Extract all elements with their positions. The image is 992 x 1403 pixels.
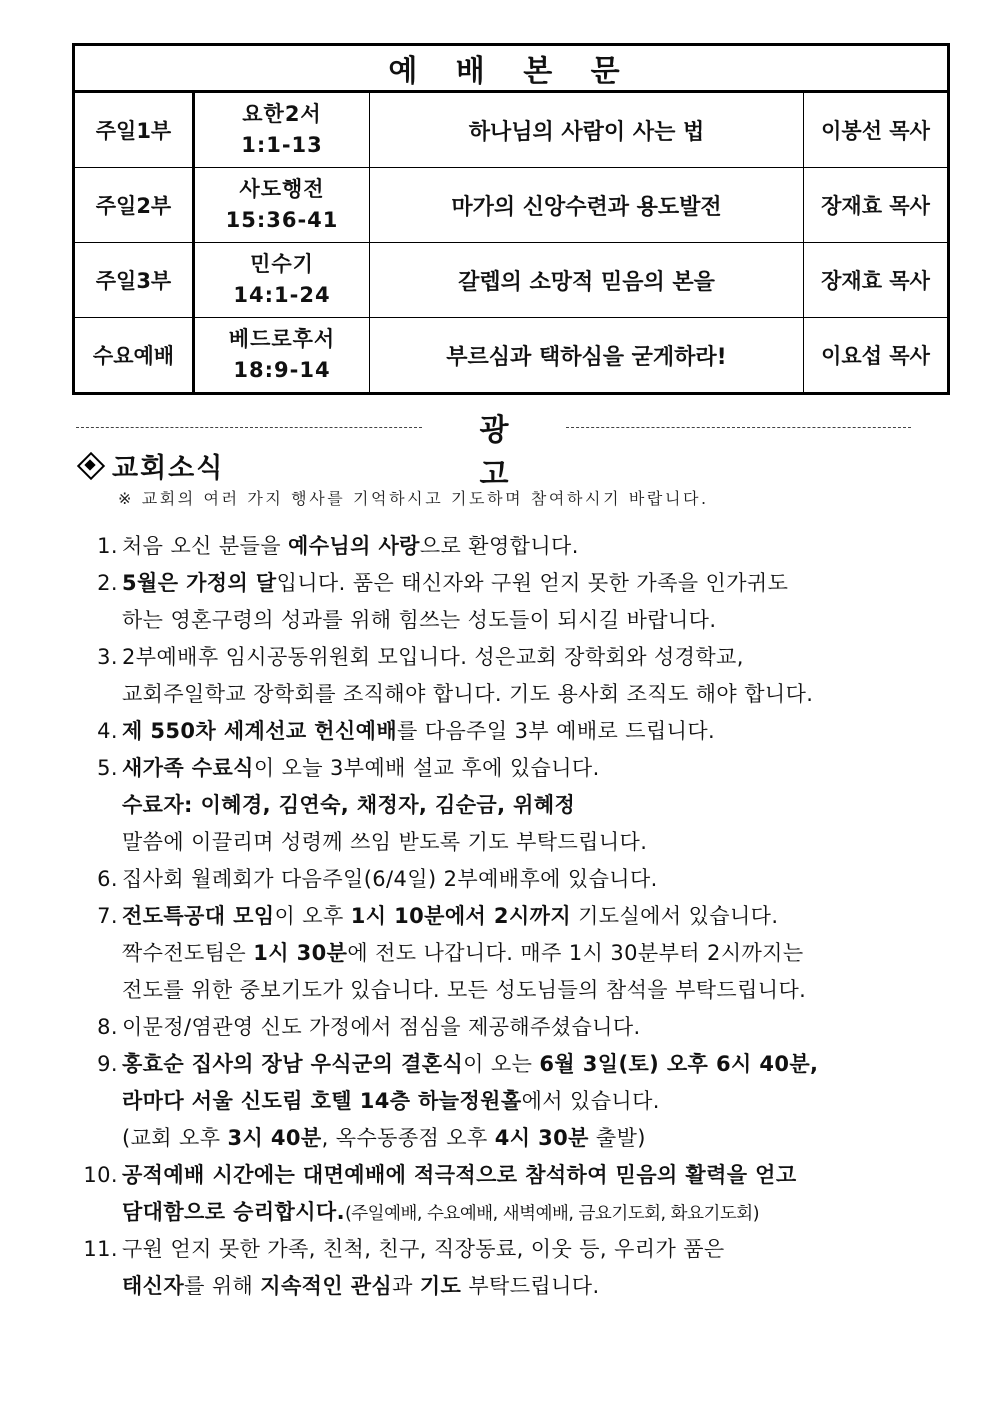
item-number: 4. [97, 719, 118, 743]
emphasized-text: 4시 30분 [494, 1126, 589, 1150]
item-line [122, 602, 860, 639]
item-line [122, 713, 860, 750]
passage-book: 요한2서 [242, 102, 322, 126]
passage-book: 베드로후서 [228, 327, 336, 351]
sermon-title: 하나님의 사람이 사는 법 [370, 92, 804, 168]
item-text: 이 오늘 3부예배 설교 후에 있습니다. [253, 756, 600, 780]
item-text: 에서 있습니다. [521, 1089, 660, 1113]
item-number: 6. [97, 867, 118, 891]
item-number: 1. [97, 534, 118, 558]
preacher: 이요섭 목사 [804, 318, 949, 394]
sermon-title: 갈렙의 소망적 믿음의 본을 [370, 243, 804, 318]
service-passage [194, 318, 370, 394]
item-text: (교회 오후 [122, 1126, 228, 1150]
item-line [122, 824, 860, 861]
service-row [74, 243, 949, 318]
passage-ref: 18:9-14 [233, 358, 331, 382]
item-line [122, 750, 860, 787]
item-text: 이문정/염관영 신도 가정에서 점심을 제공해주셨습니다. [122, 1015, 641, 1039]
item-line [122, 1083, 860, 1120]
emphasized-text: 홍효순 집사의 장남 우식군의 결혼식 [122, 1052, 464, 1076]
item-line [122, 1046, 860, 1083]
item-text: 2부예배후 임시공동위원회 모입니다. 성은교회 장학회와 성경학교, [122, 645, 744, 669]
sermon-title: 마가의 신앙수련과 용도발전 [370, 168, 804, 243]
emphasized-text: 공적예배 시간에는 대면예배에 적극적으로 참석하여 믿음의 활력을 얻고 [122, 1163, 797, 1187]
item-line [122, 676, 860, 713]
emphasized-text: 제 550차 세계선교 헌신예배 [122, 719, 398, 743]
sermon-title: 부르심과 택하심을 굳게하라! [370, 318, 804, 394]
item-text: 이 오는 [463, 1052, 540, 1076]
item-text: , 옥수동종점 오후 [321, 1126, 495, 1150]
service-name: 주일1부 [74, 92, 194, 168]
emphasized-text: 새가족 수료식 [122, 756, 254, 780]
emphasized-text: 예수님의 사랑 [288, 534, 420, 558]
dashed-rule-right [566, 427, 911, 428]
service-row [74, 318, 949, 394]
announcement-item [70, 898, 860, 1009]
service-passage [194, 92, 370, 168]
item-text: 과 [392, 1274, 420, 1298]
emphasized-text: 태신자 [122, 1274, 185, 1298]
item-line [122, 861, 860, 898]
item-text: 교회주일학교 장학회를 조직해야 합니다. 기도 용사회 조직도 해야 합니다. [122, 682, 814, 706]
announcement-item [70, 861, 860, 898]
emphasized-text: 3시 40분 [227, 1126, 322, 1150]
item-line [122, 1268, 860, 1305]
emphasized-text: 1시 30분 [253, 941, 348, 965]
item-text: (주일예배, 수요예배, 새벽예배, 금요기도회, 화요기도회) [344, 1204, 760, 1224]
announcement-item [70, 750, 860, 861]
item-number: 7. [97, 904, 118, 928]
service-name: 주일3부 [74, 243, 194, 318]
item-number: 9. [97, 1052, 118, 1076]
item-text: 전도를 위한 중보기도가 있습니다. 모든 성도님들의 참석을 부탁드립니다. [122, 978, 807, 1002]
announcement-item [70, 565, 860, 639]
emphasized-text: 5월은 가정의 달 [122, 571, 277, 595]
item-line [122, 1157, 860, 1194]
service-row [74, 168, 949, 243]
passage-book: 민수기 [250, 252, 314, 276]
item-text: 으로 환영합니다. [419, 534, 579, 558]
item-text: 에 전도 나갑니다. 매주 1시 30분부터 2시까지는 [347, 941, 804, 965]
church-news-heading [78, 448, 224, 482]
item-number: 11. [83, 1237, 118, 1261]
service-passage [194, 168, 370, 243]
church-news-note: ※ 교회의 여러 가지 행사를 기억하시고 기도하며 참여하시기 바랍니다. [118, 489, 709, 508]
item-text: 부탁드립니다. [461, 1274, 600, 1298]
service-row [74, 92, 949, 168]
item-text: 하는 영혼구령의 성과를 위해 힘쓰는 성도들이 되시길 바랍니다. [122, 608, 717, 632]
worship-scripture-table [72, 43, 950, 395]
item-line [122, 935, 860, 972]
announcement-item [70, 713, 860, 750]
emphasized-text: 담대함으로 승리합시다. [122, 1200, 345, 1224]
service-name: 주일2부 [74, 168, 194, 243]
item-number: 3. [97, 645, 118, 669]
item-number: 5. [97, 756, 118, 780]
item-text: 기도실에서 있습니다. [571, 904, 779, 928]
service-name: 수요예배 [74, 318, 194, 394]
announcement-item [70, 1157, 860, 1231]
item-number: 8. [97, 1015, 118, 1039]
announcements-title: 광 고 [479, 413, 535, 492]
item-text: 구원 얻지 못한 가족, 친척, 친구, 직장동료, 이웃 등, 우리가 품은 [122, 1237, 725, 1261]
service-passage [194, 243, 370, 318]
preacher: 이봉선 목사 [804, 92, 949, 168]
item-line [122, 1120, 860, 1157]
emphasized-text: 기도 [419, 1274, 462, 1298]
church-news-title: 교회소식 [112, 452, 225, 484]
item-text: 말씀에 이끌리며 성령께 쓰임 받도록 기도 부탁드립니다. [122, 830, 648, 854]
passage-ref: 14:1-24 [233, 283, 331, 307]
announcement-item [70, 1046, 860, 1157]
item-line [122, 972, 860, 1009]
emphasized-text: 라마다 서울 신도림 호텔 14층 하늘정원홀 [122, 1089, 522, 1113]
passage-ref: 15:36-41 [225, 208, 339, 232]
emphasized-text: 전도특공대 모임 [122, 904, 275, 928]
item-line [122, 787, 860, 824]
item-line [122, 1009, 860, 1046]
item-line [122, 1231, 860, 1268]
preacher: 장재효 목사 [804, 243, 949, 318]
emphasized-text: 6월 3일(토) 오후 6시 40분, [539, 1052, 819, 1076]
item-number: 2. [97, 571, 118, 595]
item-line [122, 639, 860, 676]
announcement-list [70, 528, 860, 1305]
emphasized-text: 지속적인 관심 [260, 1274, 393, 1298]
announcement-item [70, 1231, 860, 1305]
emphasized-text: 수료자: 이혜경, 김연숙, 채정자, 김순금, 위혜정 [122, 793, 576, 817]
dashed-rule-left [76, 427, 422, 428]
item-line [122, 898, 860, 935]
item-line [122, 528, 860, 565]
item-text: 집사회 월례회가 다음주일(6/4일) 2부예배후에 있습니다. [122, 867, 658, 891]
announcement-item [70, 528, 860, 565]
item-text: 짝수전도팀은 [122, 941, 254, 965]
passage-book: 사도행전 [239, 177, 325, 201]
item-text: 입니다. 품은 태신자와 구원 얻지 못한 가족을 인가귀도 [276, 571, 789, 595]
passage-ref: 1:1-13 [241, 133, 323, 157]
announcement-item [70, 639, 860, 713]
item-line [122, 565, 860, 602]
worship-table-title: 예 배 본 문 [74, 45, 949, 92]
item-number: 10. [83, 1163, 118, 1187]
item-text: 출발) [588, 1126, 646, 1150]
announcement-item [70, 1009, 860, 1046]
emphasized-text: 1시 10분에서 2시까지 [350, 904, 572, 928]
item-text: 이 오후 [274, 904, 351, 928]
item-text: 를 위해 [184, 1274, 261, 1298]
item-text: 처음 오신 분들을 [122, 534, 289, 558]
item-line [122, 1194, 860, 1231]
item-text: 를 다음주일 3부 예배로 드립니다. [397, 719, 716, 743]
preacher: 장재효 목사 [804, 168, 949, 243]
diamond-bullet-icon [78, 453, 102, 477]
